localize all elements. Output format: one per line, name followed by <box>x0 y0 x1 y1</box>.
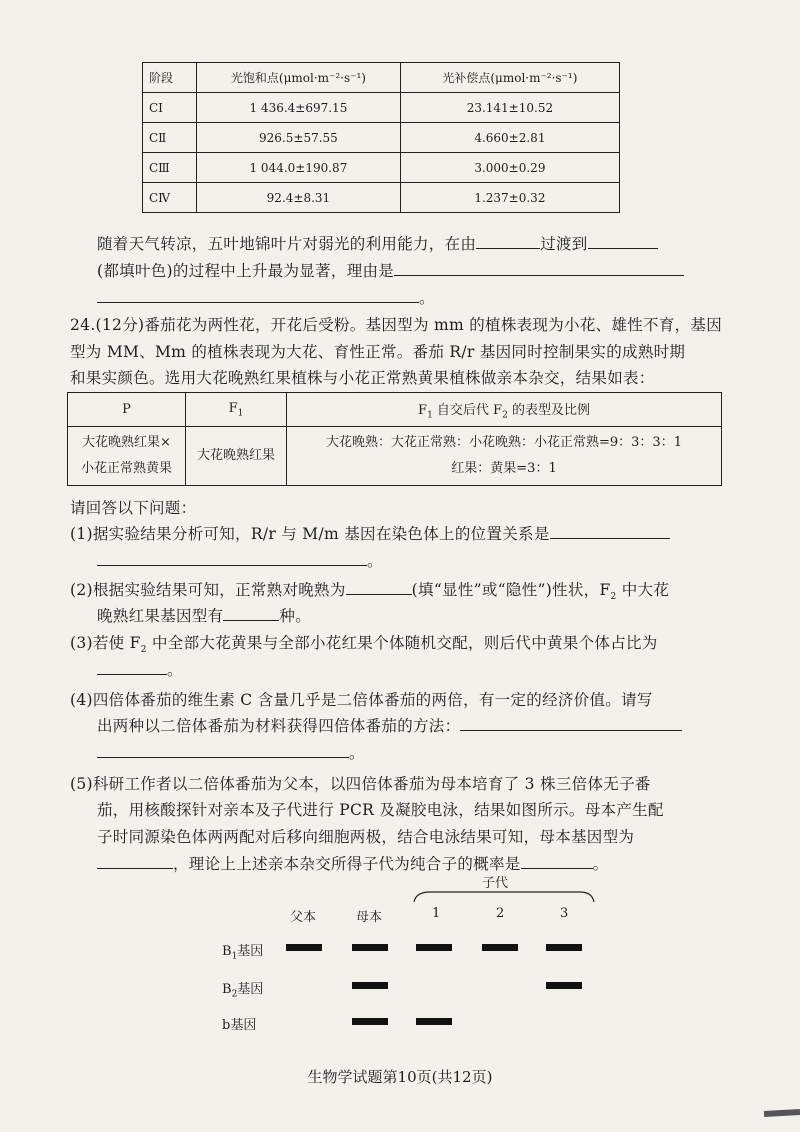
ask-prompt: 请回答以下问题： <box>70 499 197 517</box>
period: 。 <box>167 661 183 679</box>
table-cell: 92.4±8.31 <box>197 183 401 213</box>
gene-label-b2 <box>222 978 263 1000</box>
band-offspring3-b2 <box>546 982 582 989</box>
page-footer: 生物学试题第10页(共12页) <box>307 1068 493 1086</box>
header-p: P <box>68 393 186 427</box>
gene-name: B <box>222 982 232 997</box>
band-offspring1-b <box>416 1018 452 1025</box>
gene-suffix: 基因 <box>237 982 264 997</box>
q23-line2 <box>97 259 684 281</box>
light-point-table <box>142 62 620 213</box>
table-row <box>143 153 620 183</box>
q2-text: 种。 <box>279 607 312 625</box>
parents-cell <box>68 427 186 486</box>
gene-suffix: 基因 <box>230 1018 257 1033</box>
table-header-row <box>143 63 620 93</box>
table-cell: 926.5±57.55 <box>197 123 401 153</box>
table-cell: 3.000±0.29 <box>400 153 619 183</box>
header-compensation: 光补偿点(μmol·m⁻²·s⁻¹) <box>400 63 619 93</box>
q1-line1 <box>70 522 670 544</box>
q4-line3 <box>97 741 365 763</box>
period: 。 <box>367 552 383 570</box>
table-cell: 4.660±2.81 <box>400 123 619 153</box>
header-text: 自交后代 F <box>432 402 503 418</box>
gene-name: b <box>222 1018 231 1033</box>
q23-text: 随着天气转凉，五叶地锦叶片对弱光的利用能力，在由 <box>97 235 477 253</box>
q5-line2: 茄，用核酸探针对亲本及子代进行 PCR 及凝胶电泳，结果如图所示。母本产生配 <box>97 801 664 819</box>
answer-blank[interactable] <box>97 854 173 869</box>
lane-label-offspring-3: 3 <box>560 906 569 921</box>
q24-intro-line2: 型为 MM、Mm 的植株表现为大花、育性正常。番茄 R/r 基因同时控制果实的成熟时期 <box>70 343 686 361</box>
table-cell: CⅡ <box>143 123 197 153</box>
q4-line1: (4)四倍体番茄的维生素 C 含量几乎是二倍体番茄的两倍，有一定的经济价值。请写 <box>70 691 653 709</box>
gene-name: B <box>222 944 232 959</box>
lane-label-mother: 母本 <box>356 910 383 925</box>
table-cell: 1 044.0±190.87 <box>197 153 401 183</box>
table-cell: 23.141±10.52 <box>400 93 619 123</box>
q23-text: 过渡到 <box>540 235 588 253</box>
header-text: F <box>228 400 238 416</box>
q24-intro-line1: 24.(12分)番茄花为两性花，开花后受粉。基因型为 mm 的植株表现为小花、雄性不育，基因 <box>70 316 723 334</box>
period: 。 <box>349 744 365 762</box>
q2-text: 中大花 <box>616 581 670 599</box>
answer-blank[interactable] <box>97 660 167 675</box>
lane-label-offspring-1: 1 <box>432 906 441 921</box>
band-offspring1-b1 <box>416 944 452 951</box>
answer-blank[interactable] <box>97 288 419 303</box>
subscript: 2 <box>610 592 617 603</box>
answer-blank[interactable] <box>223 606 279 621</box>
band-offspring2-b1 <box>482 944 518 951</box>
q4-line2 <box>97 714 682 736</box>
q2-text: (2)根据实验结果可知，正常熟对晚熟为 <box>70 581 346 599</box>
answer-blank[interactable] <box>550 524 670 539</box>
header-text: 的表型及比例 <box>507 402 590 418</box>
band-offspring3-b1 <box>546 944 582 951</box>
answer-blank[interactable] <box>394 261 684 276</box>
offspring-bracket <box>210 868 600 908</box>
cell-line: 大花晚熟红果× <box>82 435 171 450</box>
table-cell: CⅣ <box>143 183 197 213</box>
answer-blank[interactable] <box>521 854 593 869</box>
table-cell: 1 436.4±697.15 <box>197 93 401 123</box>
q4-text: 出两种以二倍体番茄为材料获得四倍体番茄的方法： <box>97 717 461 735</box>
table-cell: CⅠ <box>143 93 197 123</box>
subscript: 2 <box>140 645 147 656</box>
cross-result-table <box>67 392 722 486</box>
q5-line3: 子时同源染色体两两配对后移向细胞两极，结合电泳结果可知，母本基因型为 <box>97 828 635 846</box>
q23-line1 <box>97 232 658 254</box>
table-row <box>68 427 722 486</box>
band-father-b1 <box>286 944 322 951</box>
q1-text: (1)据实验结果分析可知，R/r 与 M/m 基因在染色体上的位置关系是 <box>70 525 550 543</box>
header-stage: 阶段 <box>143 63 197 93</box>
q2-line2 <box>97 604 311 626</box>
q23-text: (都填叶色)的过程中上升最为显著，理由是 <box>97 262 395 280</box>
f2-cell <box>287 427 722 486</box>
electrophoresis-figure <box>210 868 600 1038</box>
offspring-label: 子代 <box>482 876 509 891</box>
header-text: F <box>418 402 428 418</box>
q5-line1: (5)科研工作者以二倍体番茄为父本，以四倍体番茄为母本培育了 3 株三倍体无子番 <box>70 775 651 793</box>
table-row <box>143 93 620 123</box>
header-f2 <box>287 393 722 427</box>
lane-label-offspring-2: 2 <box>496 906 505 921</box>
band-mother-b1 <box>352 944 388 951</box>
q3-text: 中全部大花黄果与全部小花红果个体随机交配，则后代中黄果个体占比为 <box>146 634 658 652</box>
lane-label-father: 父本 <box>290 910 317 925</box>
gene-label-b1 <box>222 940 263 962</box>
cell-line: 小花正常熟黄果 <box>80 461 172 476</box>
q5-text: ，理论上上述亲本杂交所得子代为纯合子的概率是 <box>173 855 521 873</box>
band-mother-b <box>352 1018 388 1025</box>
answer-blank[interactable] <box>588 234 658 249</box>
gene-suffix: 基因 <box>237 944 264 959</box>
table-cell: CⅢ <box>143 153 197 183</box>
subscript: 1 <box>237 408 244 419</box>
band-mother-b2 <box>352 982 388 989</box>
header-f1 <box>186 393 287 427</box>
edge-shadow <box>764 1109 800 1117</box>
table-header-row <box>68 393 722 427</box>
q1-line2 <box>97 549 383 571</box>
answer-blank[interactable] <box>476 234 540 249</box>
subscript: 1 <box>231 951 238 962</box>
q2-text: (填“显性”或“隐性”)性状，F <box>411 581 611 599</box>
table-cell: 1.237±0.32 <box>400 183 619 213</box>
gene-label-b <box>222 1014 256 1033</box>
answer-blank[interactable] <box>346 580 412 595</box>
header-saturation: 光饱和点(μmol·m⁻²·s⁻¹) <box>197 63 401 93</box>
answer-blank[interactable] <box>460 716 682 731</box>
subscript: 2 <box>231 989 238 1000</box>
q2-text: 晚熟红果基因型有 <box>97 607 224 625</box>
q3-line1 <box>70 631 658 655</box>
q3-line2 <box>97 658 183 680</box>
table-row <box>143 183 620 213</box>
answer-blank[interactable] <box>97 743 349 758</box>
subscript: 1 <box>427 410 433 421</box>
answer-blank[interactable] <box>97 551 367 566</box>
q3-text: (3)若使 F <box>70 634 141 652</box>
q2-line1 <box>70 578 669 602</box>
subscript: 2 <box>502 410 508 421</box>
f1-cell: 大花晚熟红果 <box>186 427 287 486</box>
table-row <box>143 123 620 153</box>
period: 。 <box>419 289 435 307</box>
cell-line: 红果：黄果=3：1 <box>451 461 557 476</box>
q23-line3 <box>97 286 435 308</box>
q24-intro-line3: 和果实颜色。选用大花晚熟红果植株与小花正常熟黄果植株做亲本杂交，结果如表： <box>70 369 655 387</box>
cell-line: 大花晚熟：大花正常熟：小花晚熟：小花正常熟=9：3：3：1 <box>326 435 682 450</box>
period: 。 <box>592 855 609 873</box>
